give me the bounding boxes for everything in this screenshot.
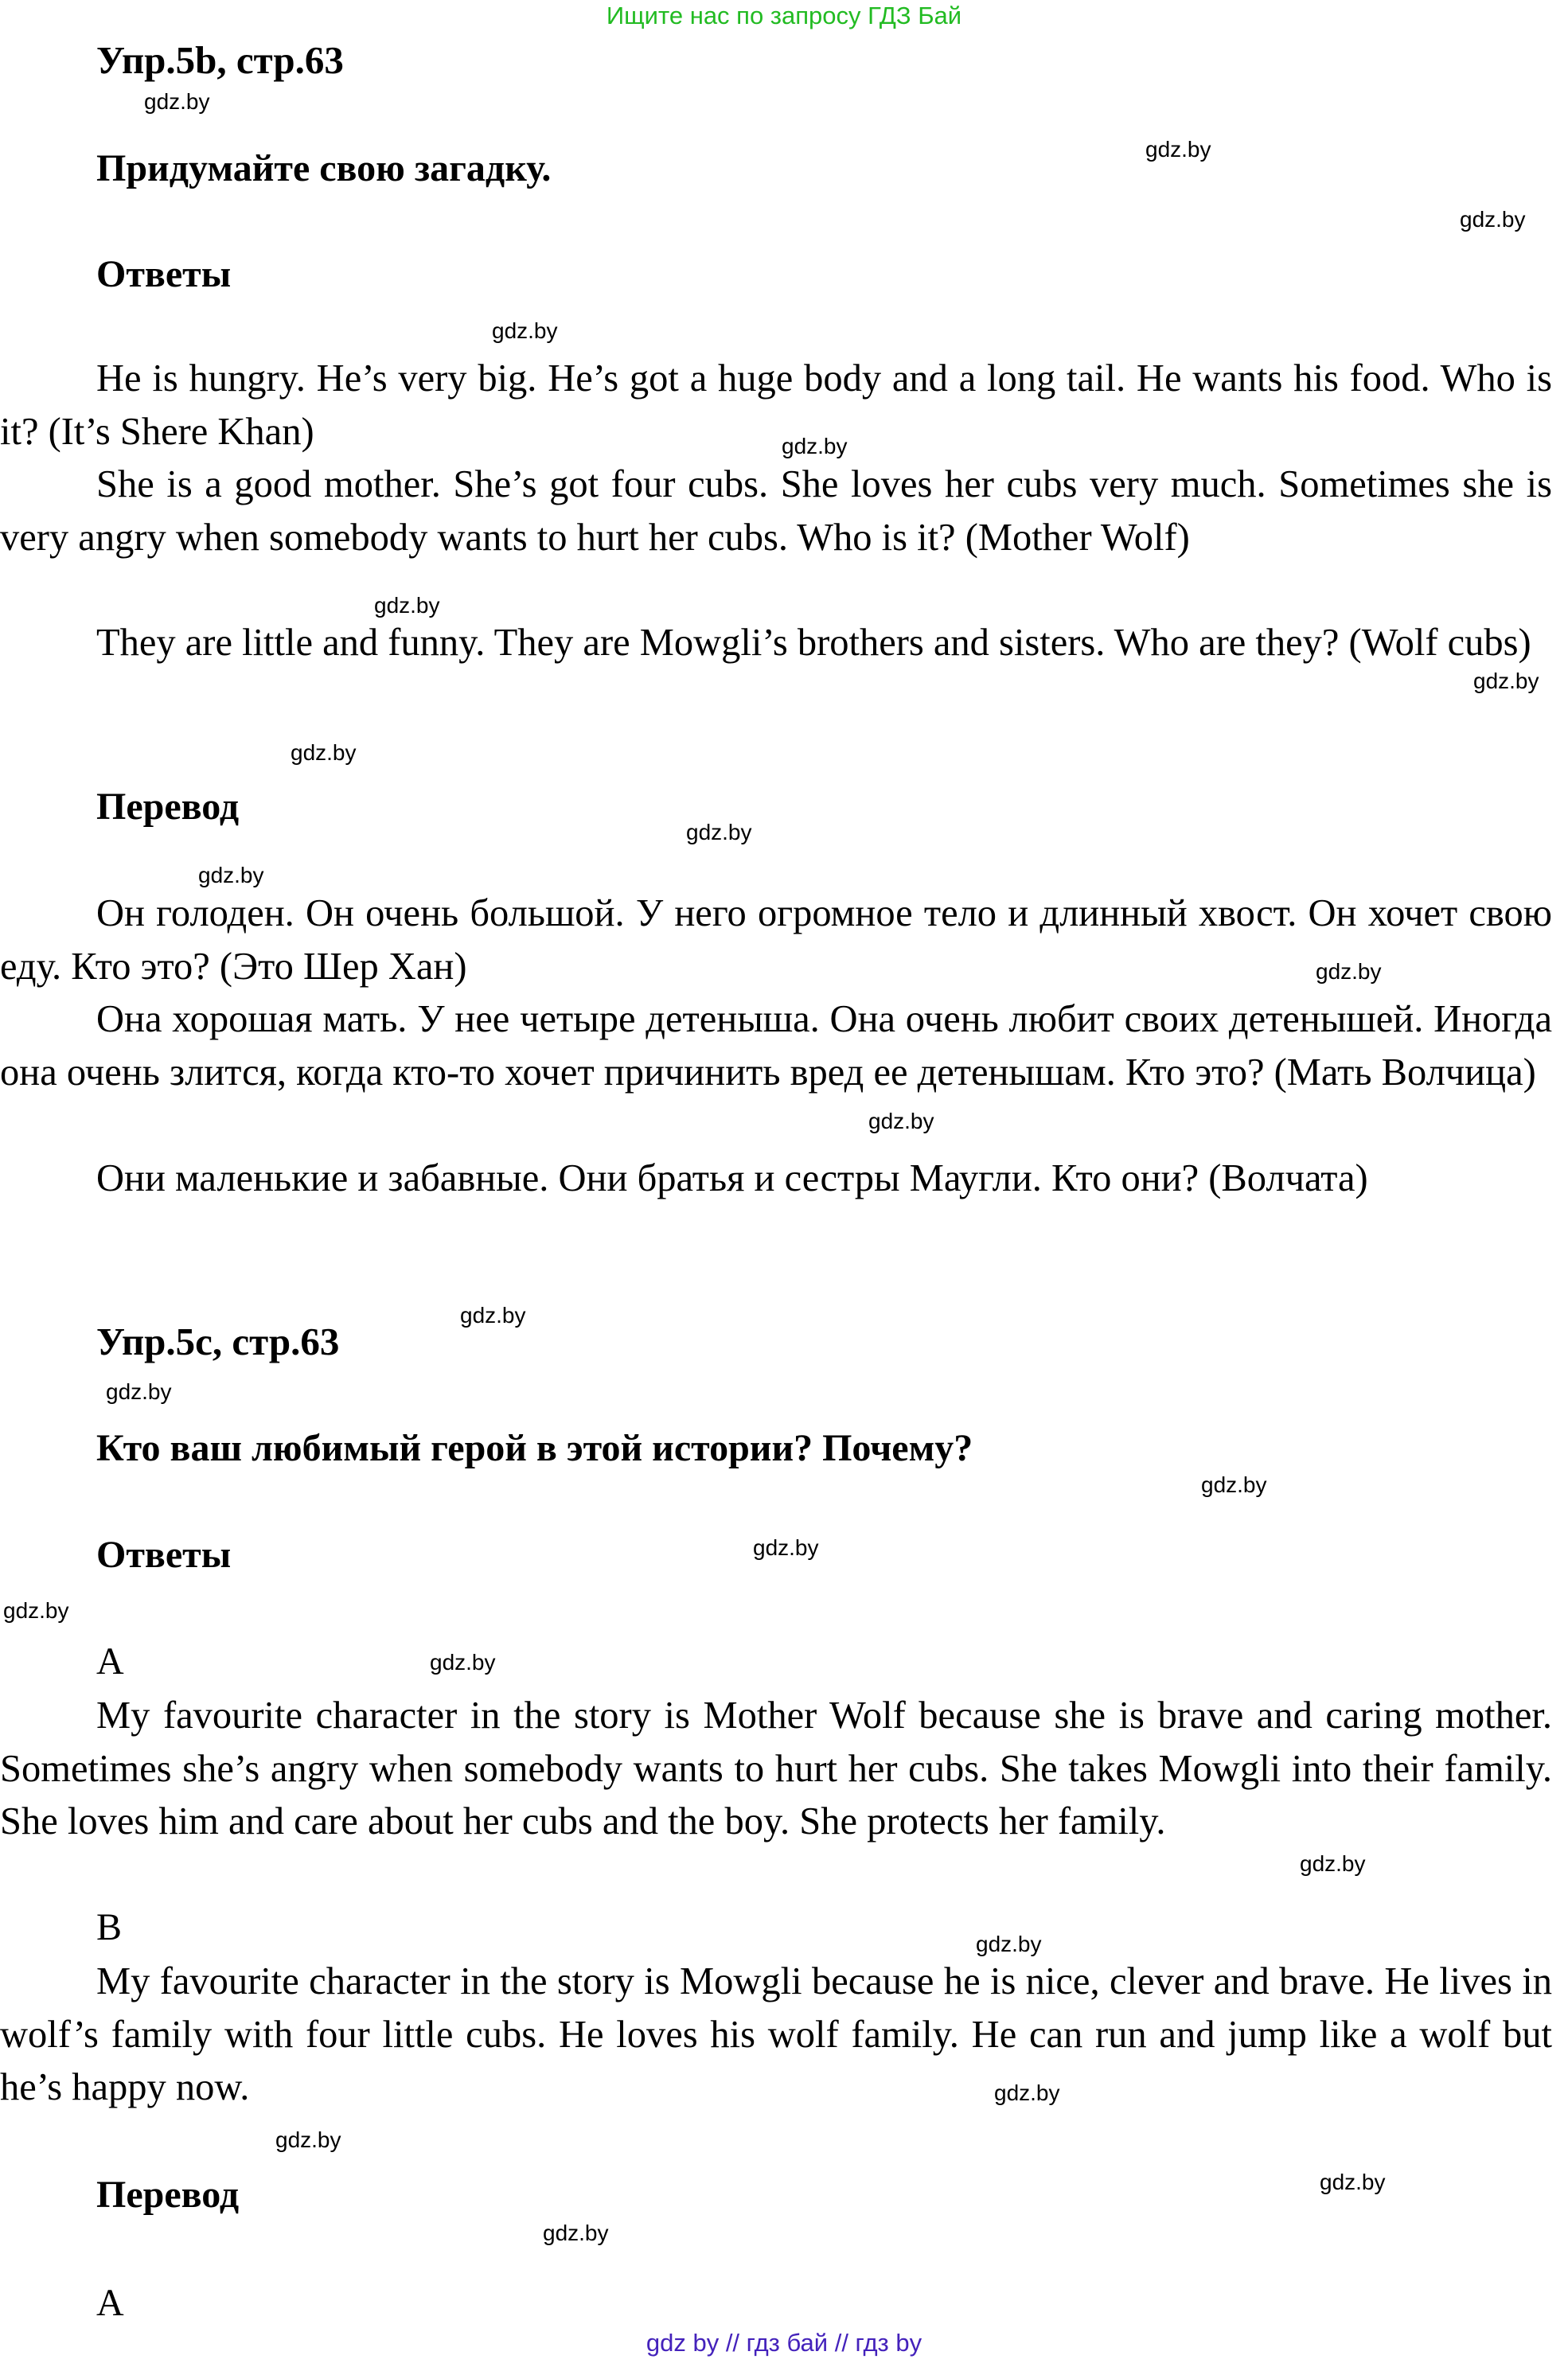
translation-label-a: A [96, 2282, 124, 2324]
answer-riddle-3: They are little and funny. They are Mowgli’s brothers and sisters. Who are they? (Wolf cubs) [96, 622, 1531, 664]
task-5b: Придумайте свою загадку. [96, 147, 552, 189]
task-5c: Кто ваш любимый герой в этой истории? Почему? [96, 1427, 973, 1469]
watermark: gdz.by [1473, 669, 1539, 693]
watermark: gdz.by [1460, 207, 1526, 232]
answers-heading-5b: Ответы [96, 253, 232, 295]
watermark: gdz.by [492, 318, 558, 343]
watermark: gdz.by [1201, 1472, 1267, 1497]
watermark: gdz.by [753, 1535, 819, 1560]
watermark: gdz.by [543, 2221, 609, 2245]
watermark: gdz.by [994, 2080, 1060, 2105]
watermark: gdz.by [1316, 959, 1382, 984]
footer-links[interactable]: gdz by // гдз бай // гдз by [646, 2329, 922, 2357]
translation-heading-5b: Перевод [96, 786, 240, 828]
watermark: gdz.by [430, 1650, 496, 1675]
watermark: gdz.by [374, 593, 440, 618]
answer-label-b: B [96, 1906, 123, 1948]
translation-riddle-2: Она хорошая мать. У нее четыре детеныша. Она очень любит своих детенышей. Иногда она очень злится, когда кто-то хочет причинить вред ее детенышам. Кто это? (Мать Волчица) [0, 998, 1552, 1094]
translation-heading-5c: Перевод [96, 2174, 240, 2216]
watermark: gdz.by [3, 1598, 69, 1623]
search-banner[interactable]: Ищите нас по запросу ГДЗ Бай [606, 2, 962, 29]
watermark: gdz.by [460, 1303, 526, 1328]
watermark: gdz.by [198, 863, 264, 887]
answer-b: My favourite character in the story is Mowgli because he is nice, clever and brave. He lives in wolf’s family with four little cubs. He loves his wolf family. He can run and jump like a wolf but he’s happy now. [0, 1960, 1552, 2108]
watermark: gdz.by [782, 434, 848, 458]
watermark: gdz.by [686, 820, 752, 844]
watermark: gdz.by [144, 89, 210, 114]
watermark: gdz.by [275, 2127, 341, 2152]
watermark: gdz.by [1145, 137, 1211, 162]
answers-heading-5c: Ответы [96, 1534, 232, 1576]
watermark: gdz.by [1300, 1851, 1366, 1876]
answer-riddle-2: She is a good mother. She’s got four cubs. She loves her cubs very much. Sometimes she is very angry when somebody wants to hurt her cubs. Who is it? (Mother Wolf) [0, 463, 1552, 559]
exercise-title-5c: Упр.5c, стр.63 [96, 1320, 340, 1363]
exercise-title-5b: Упр.5b, стр.63 [96, 38, 344, 82]
watermark: gdz.by [1320, 2170, 1386, 2194]
watermark: gdz.by [868, 1109, 934, 1133]
answer-label-a: A [96, 1640, 124, 1683]
answer-a: My favourite character in the story is Mother Wolf because she is brave and caring mother. Sometimes she’s angry when somebody wants to hurt her cubs. She takes Mowgli into their family. She loves him and care about her cubs and the boy. She protects her family. [0, 1694, 1552, 1843]
watermark: gdz.by [291, 740, 357, 765]
watermark: gdz.by [976, 1932, 1042, 1956]
watermark: gdz.by [106, 1379, 172, 1404]
translation-riddle-3: Они маленькие и забавные. Они братья и сестры Маугли. Кто они? (Волчата) [96, 1157, 1368, 1199]
translation-riddle-1: Он голоден. Он очень большой. У него огромное тело и длинный хвост. Он хочет свою еду. Кто это? (Это Шер Хан) [0, 892, 1552, 988]
answer-riddle-1: He is hungry. He’s very big. He’s got a huge body and a long tail. He wants his food. Who is it? (It’s Shere Khan) [0, 357, 1552, 453]
